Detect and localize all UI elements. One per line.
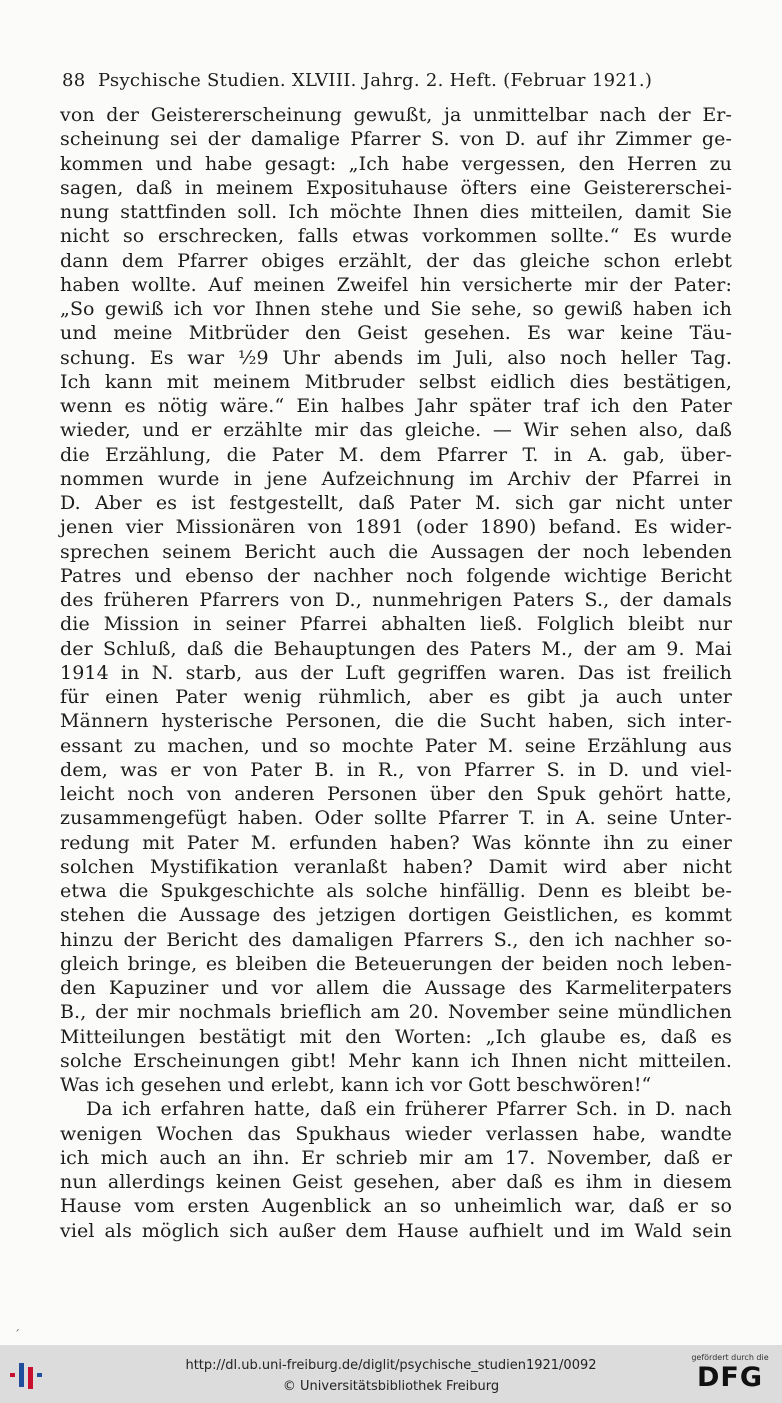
text-line: nung stattfinden soll. Ich möchte Ihnen dies mitteilen, damit Sie <box>60 201 732 223</box>
text-line: nommen wurde in jene Aufzeichnung im Archiv der Pfarrei in <box>60 467 732 490</box>
text-line: wenigen Wochen das Spukhaus wieder verlassen habe, wandte <box>60 1122 732 1145</box>
text-line: dann dem Pfarrer obiges erzählt, der das gleiche schon erlebt <box>60 249 732 272</box>
text-line: Da ich erfahren hatte, daß ein früherer Pfarrer Sch. in D. nach <box>86 1098 732 1121</box>
text-line: „So gewiß ich vor Ihnen stehe und Sie sehe, so gewiß haben ich <box>60 298 732 320</box>
dfg-logo-text: DFG <box>696 1362 764 1393</box>
text-line: von der Geistererscheinung gewußt, ja unmittelbar nach der Er- <box>60 104 732 126</box>
footer-bar <box>0 1345 782 1403</box>
text-line: die Erzählung, die Pater M. dem Pfarrer T. in A. gab, über- <box>60 443 732 466</box>
text-line: 1914 in N. starb, aus der Luft gegriffen waren. Das ist freilich <box>60 661 732 684</box>
text-line: Ich kann mit meinem Mitbruder selbst eidlich dies bestätigen, <box>60 370 732 393</box>
text-line: hinzu der Bericht des damaligen Pfarrers S., den ich nachher so- <box>60 928 732 951</box>
text-line: wieder, und er erzählte mir das gleiche. — Wir sehen also, daß <box>60 419 732 442</box>
text-line: des früheren Pfarrers von D., nunmehrigen Paters S., der damals <box>60 589 732 611</box>
running-title: Psychische Studien. XLVIII. Jahrg. 2. Heft. (Februar 1921.) <box>98 70 653 91</box>
text-line: und meine Mitbrüder den Geist gesehen. Es war keine Täu- <box>60 322 732 345</box>
source-url-link[interactable]: http://dl.ub.uni-freiburg.de/diglit/psychische_studien1921/0092 <box>185 1358 597 1373</box>
text-line: sagen, daß in meinem Exposituhause öfters eine Geistererschei- <box>60 176 732 199</box>
text-line: D. Aber es ist festgestellt, daß Pater M. sich gar nicht unter <box>60 492 732 514</box>
text-line: Patres und ebenso der nachher noch folgende wichtige Bericht <box>60 564 732 587</box>
text-line: viel als möglich sich außer dem Hause aufhielt und im Wald sein <box>60 1219 732 1242</box>
text-line: stehen die Aussage des jetzigen dortigen Geistlichen, es kommt <box>60 904 732 927</box>
text-line: B., der mir nochmals brieflich am 20. November seine mündlichen <box>60 1001 732 1024</box>
dfg-caption: gefördert durch die <box>691 1353 769 1362</box>
body-text <box>60 103 732 1243</box>
text-line: zusammengefügt haben. Oder sollte Pfarrer T. in A. seine Unter- <box>60 807 732 830</box>
text-line: nun allerdings keinen Geist gesehen, aber daß es ihm in diesem <box>60 1171 732 1193</box>
text-line: nicht so erschrecken, falls etwas vorkommen sollte.“ Es wurde <box>60 225 732 248</box>
text-line: wenn es nötig wäre.“ Ein halbes Jahr später traf ich den Pater <box>60 395 732 417</box>
page-number: 88 <box>62 70 86 91</box>
text-line: etwa die Spukgeschichte als solche hinfällig. Denn es bleibt be- <box>60 880 732 902</box>
text-line: kommen und habe gesagt: „Ich habe vergessen, den Herren zu <box>60 152 732 175</box>
text-line: leicht noch von anderen Personen über den Spuk gehört hatte, <box>60 783 732 805</box>
dfg-logo <box>688 1353 772 1397</box>
text-line: haben wollte. Auf meinen Zweifel hin versicherte mir der Pater: <box>60 273 732 296</box>
text-line: jenen vier Missionären von 1891 (oder 1890) befand. Es wider- <box>60 516 732 539</box>
scan-mark: ´ <box>14 1328 20 1342</box>
text-line: solchen Mystifikation veranlaßt haben? Damit wird aber nicht <box>60 855 732 878</box>
text-line: für einen Pater wenig rühmlich, aber es gibt ja auch unter <box>60 686 732 708</box>
running-header <box>62 70 702 91</box>
text-line: Hause vom ersten Augenblick an so unheimlich war, daß er so <box>60 1195 732 1218</box>
text-line: essant zu machen, und so mochte Pater M. seine Erzählung aus <box>60 734 732 757</box>
text-line: gleich bringe, es bleiben die Beteuerungen der beiden noch leben- <box>60 952 732 975</box>
text-line: die Mission in seiner Pfarrei abhalten ließ. Folglich bleibt nur <box>60 613 732 636</box>
text-line: Was ich gesehen und erlebt, kann ich vor Gott beschwören!“ <box>60 1074 652 1096</box>
copyright-notice: © Universitätsbibliothek Freiburg <box>282 1379 500 1394</box>
text-line: Mitteilungen bestätigt mit den Worten: „Ich glaube es, daß es <box>60 1025 732 1048</box>
text-line: dem, was er von Pater B. in R., von Pfarrer S. in D. und viel- <box>60 758 732 781</box>
text-line: sprechen seinem Bericht auch die Aussagen der noch lebenden <box>60 540 732 563</box>
text-line: Männern hysterische Personen, die die Sucht haben, sich inter- <box>60 710 732 733</box>
text-line: scheinung sei der damalige Pfarrer S. von D. auf ihr Zimmer ge- <box>60 128 732 151</box>
text-line: der Schluß, daß die Behauptungen des Paters M., der am 9. Mai <box>60 637 732 660</box>
text-line: schung. Es war ½9 Uhr abends im Juli, also noch heller Tag. <box>60 346 732 369</box>
text-line: den Kapuziner und vor allem die Aussage des Karmeliterpaters <box>60 977 732 999</box>
text-line: ich mich auch an ihn. Er schrieb mir am 17. November, daß er <box>60 1146 732 1169</box>
text-line: solche Erscheinungen gibt! Mehr kann ich Ihnen nicht mitteilen. <box>60 1049 732 1072</box>
text-line: redung mit Pater M. erfunden haben? Was könnte ihn zu einer <box>60 831 732 854</box>
